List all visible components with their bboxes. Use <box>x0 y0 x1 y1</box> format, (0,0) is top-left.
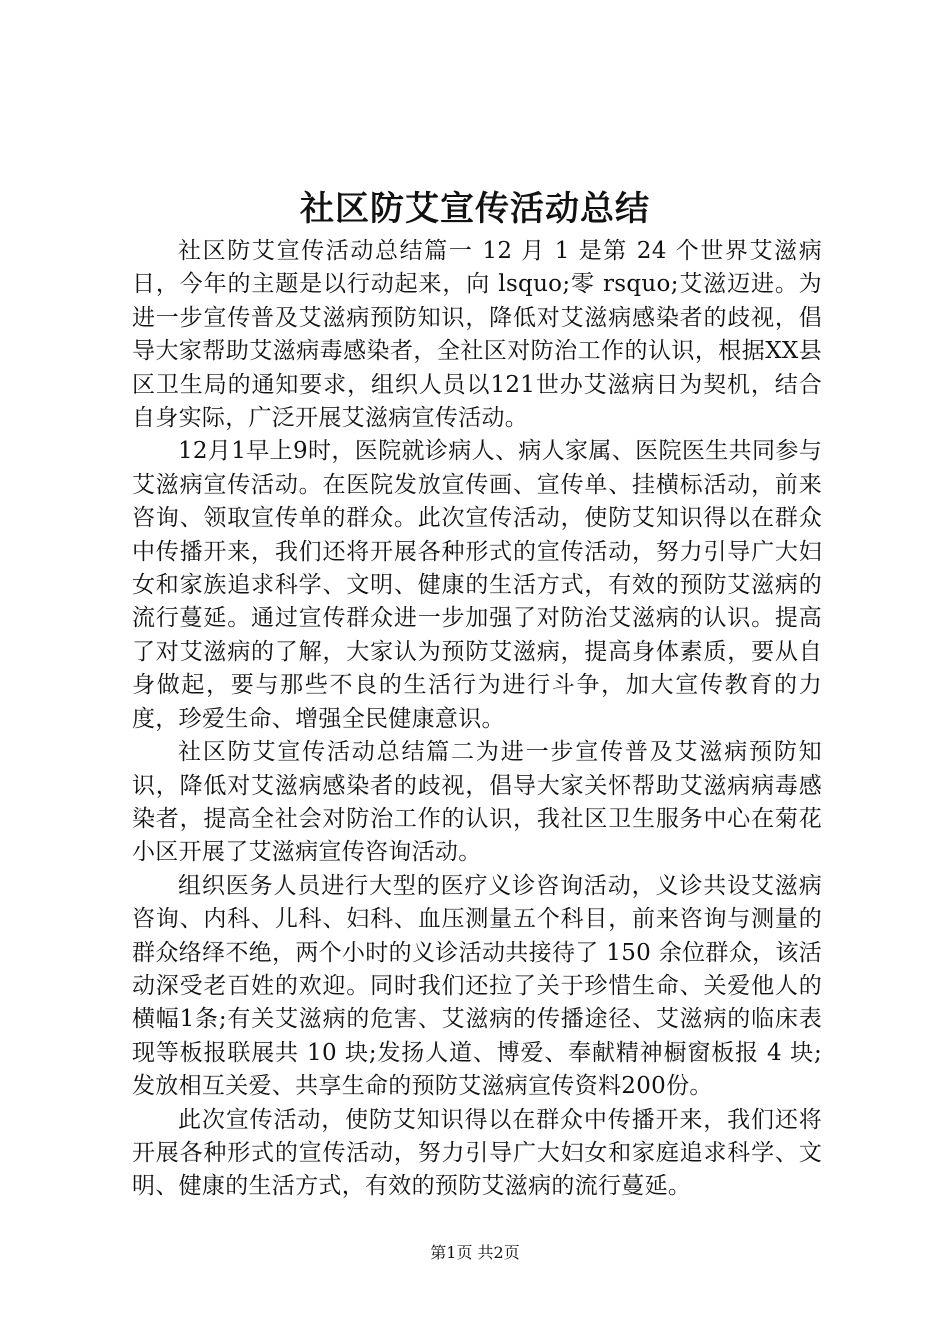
paragraph-3: 社区防艾宣传活动总结篇二为进一步宣传普及艾滋病预防知识，降低对艾滋病感染者的歧视，倡导大家关怀帮助艾滋病病毒感染者，提高全社会对防治工作的认识，我社区卫生服务中心在菊花小区开展了艾滋病宣传咨询活动。 <box>132 739 822 866</box>
paragraph-4: 组织医务人员进行大型的医疗义诊咨询活动，义诊共设艾滋病咨询、内科、儿科、妇科、血压测量五个科目，前来咨询与测量的群众络绎不绝，两个小时的义诊活动共接待了 150 余位群众，该活动深受老百姓的欢迎。同时我们还拉了关于珍惜生命、关爱他人的横幅1条;有关艾滋病的危害、艾滋病的传播途径、艾滋病的临床表现等板报联展共 10 块;发扬人道、博爱、奉献精神橱窗板报 4 块;发放相互关爱、共享生命的预防艾滋病宣传资料200份。 <box>132 872 822 1100</box>
paragraph-5: 此次宣传活动，使防艾知识得以在群众中传播开来，我们还将开展各种形式的宣传活动，努力引导广大妇女和家庭追求科学、文明、健康的生活方式，有效的预防艾滋病的流行蔓延。 <box>132 1106 822 1200</box>
page-title: 社区防艾宣传活动总结 <box>300 189 650 229</box>
document-body <box>132 235 822 1204</box>
page-number-footer: 第1页 共2页 <box>430 1243 520 1262</box>
paragraph-1: 社区防艾宣传活动总结篇一 12 月 1 是第 24 个世界艾滋病日，今年的主题是以行动起来，向 lsquo;零 rsquo;艾滋迈进。为进一步宣传普及艾滋病预防知识，降低对艾滋病感染者的歧视，倡导大家帮助艾滋病毒感染者，全社区对防治工作的认识，根据XX县区卫生局的通知要求，组织人员以121世办艾滋病日为契机，结合自身实际，广泛开展艾滋病宣传活动。 <box>132 238 822 432</box>
paragraph-2: 12月1早上9时，医院就诊病人、病人家属、医院医生共同参与艾滋病宣传活动。在医院发放宣传画、宣传单、挂横标活动，前来咨询、领取宣传单的群众。此次宣传活动，使防艾知识得以在群众中传播开来，我们还将开展各种形式的宣传活动，努力引导广大妇女和家族追求科学、文明、健康的生活方式，有效的预防艾滋病的流行蔓延。通过宣传群众进一步加强了对防治艾滋病的认识。提高了对艾滋病的了解，大家认为预防艾滋病，提高身体素质，要从自身做起，要与那些不良的生活行为进行斗争，加大宣传教育的力度，珍爱生命、增强全民健康意识。 <box>132 438 822 732</box>
